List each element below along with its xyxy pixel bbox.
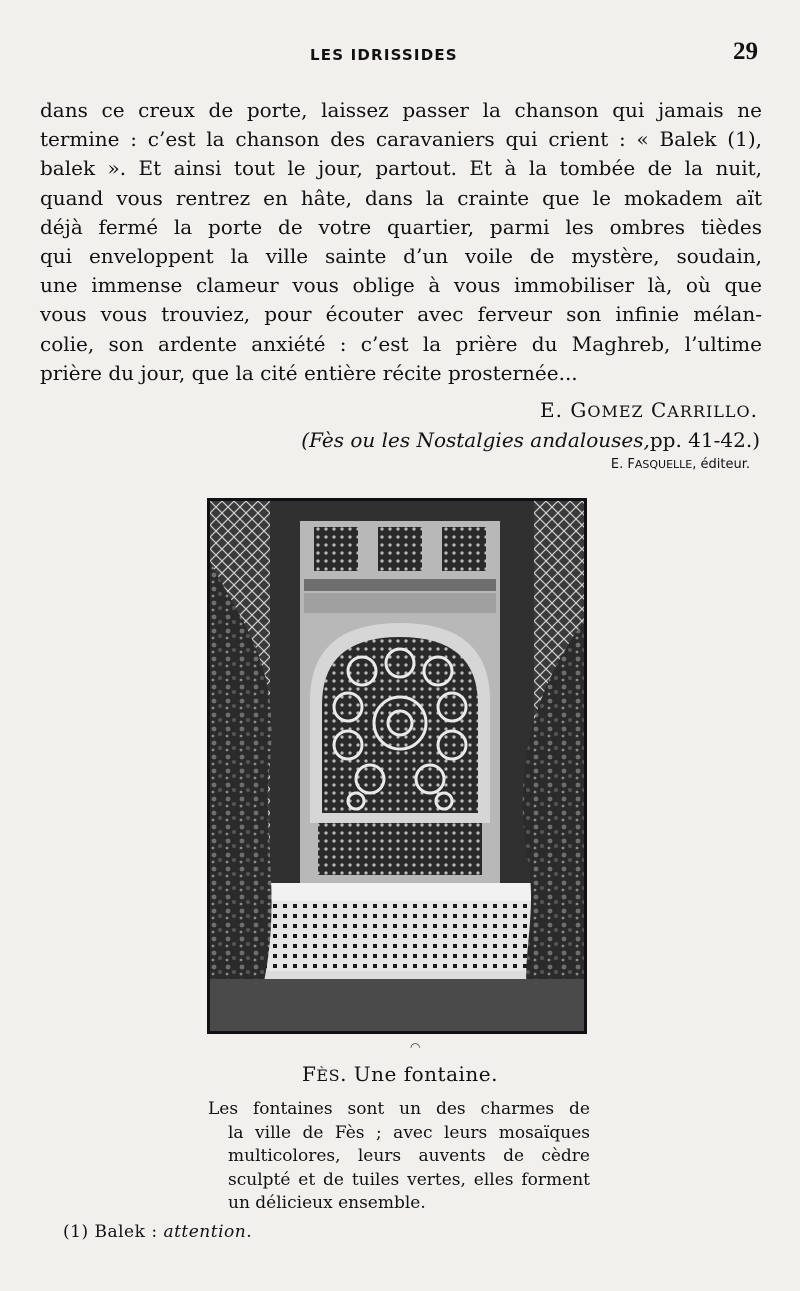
- source-reference: (Fès ou les Nostalgies andalouses,pp. 41-42.): [301, 428, 760, 452]
- body-line: prière du jour, que la cité entière récite prosternée...: [40, 360, 578, 385]
- body-line: déjà fermé la porte de votre quartier, parmi les ombres tièdes: [40, 214, 762, 239]
- ornament-glyph: ◠: [410, 1040, 421, 1054]
- arch-mosaic: [322, 637, 478, 813]
- body-line: dans ce creux de porte, laissez passer la chanson qui jamais ne: [40, 98, 762, 122]
- running-header: [0, 38, 800, 72]
- body-paragraph: [40, 96, 762, 388]
- attribution: [301, 396, 760, 475]
- caption-line: multicolores, leurs auvents de cèdre: [228, 1146, 590, 1166]
- page-number: 29: [733, 38, 758, 65]
- body-line: termine : c’est la chanson des caravaniers qui crient : « Balek (1),: [40, 127, 762, 152]
- publisher: E. FASQUELLE, éditeur.: [610, 457, 750, 472]
- caption-line: sculpté et de tuiles vertes, elles forment: [228, 1169, 590, 1190]
- fountain-illustration: [210, 501, 584, 1031]
- basin-lattice: [264, 901, 532, 971]
- body-line: balek ». Et ainsi tout le jour, partout. Et à la tombée de la nuit,: [40, 156, 762, 181]
- figure-caption-body: [208, 1098, 590, 1216]
- caption-line: la ville de Fès ; avec leurs mosaïques: [228, 1122, 590, 1143]
- running-title: LES IDRISSIDES: [310, 46, 458, 64]
- body-line: vous vous trouviez, pour écouter avec ferveur son infinie mélan-: [40, 302, 762, 327]
- author-name: E. GOMEZ CARRILLO.: [540, 398, 758, 422]
- footnote: (1) Balek : attention.: [63, 1222, 253, 1242]
- figure-caption-title: FÈS. Une fontaine.: [302, 1062, 498, 1086]
- body-line: colie, son ardente anxiété : c’est la prière du Maghreb, l’ultime: [40, 331, 762, 356]
- caption-line: Les fontaines sont un des charmes de: [208, 1099, 590, 1119]
- body-line: quand vous rentrez en hâte, dans la crainte que le mokadem aït: [40, 185, 762, 210]
- body-line: une immense clameur vous oblige à vous immobiliser là, où que: [40, 273, 762, 298]
- lower-mosaic: [318, 823, 482, 875]
- basin-rim: [260, 883, 536, 901]
- caption-line: un délicieux ensemble.: [228, 1193, 426, 1213]
- fountain-photograph: [207, 498, 587, 1034]
- ground: [210, 979, 584, 1031]
- upper-tile-panels: [314, 527, 486, 571]
- body-line: qui enveloppent la ville sainte d’un voile de mystère, soudain,: [40, 244, 762, 269]
